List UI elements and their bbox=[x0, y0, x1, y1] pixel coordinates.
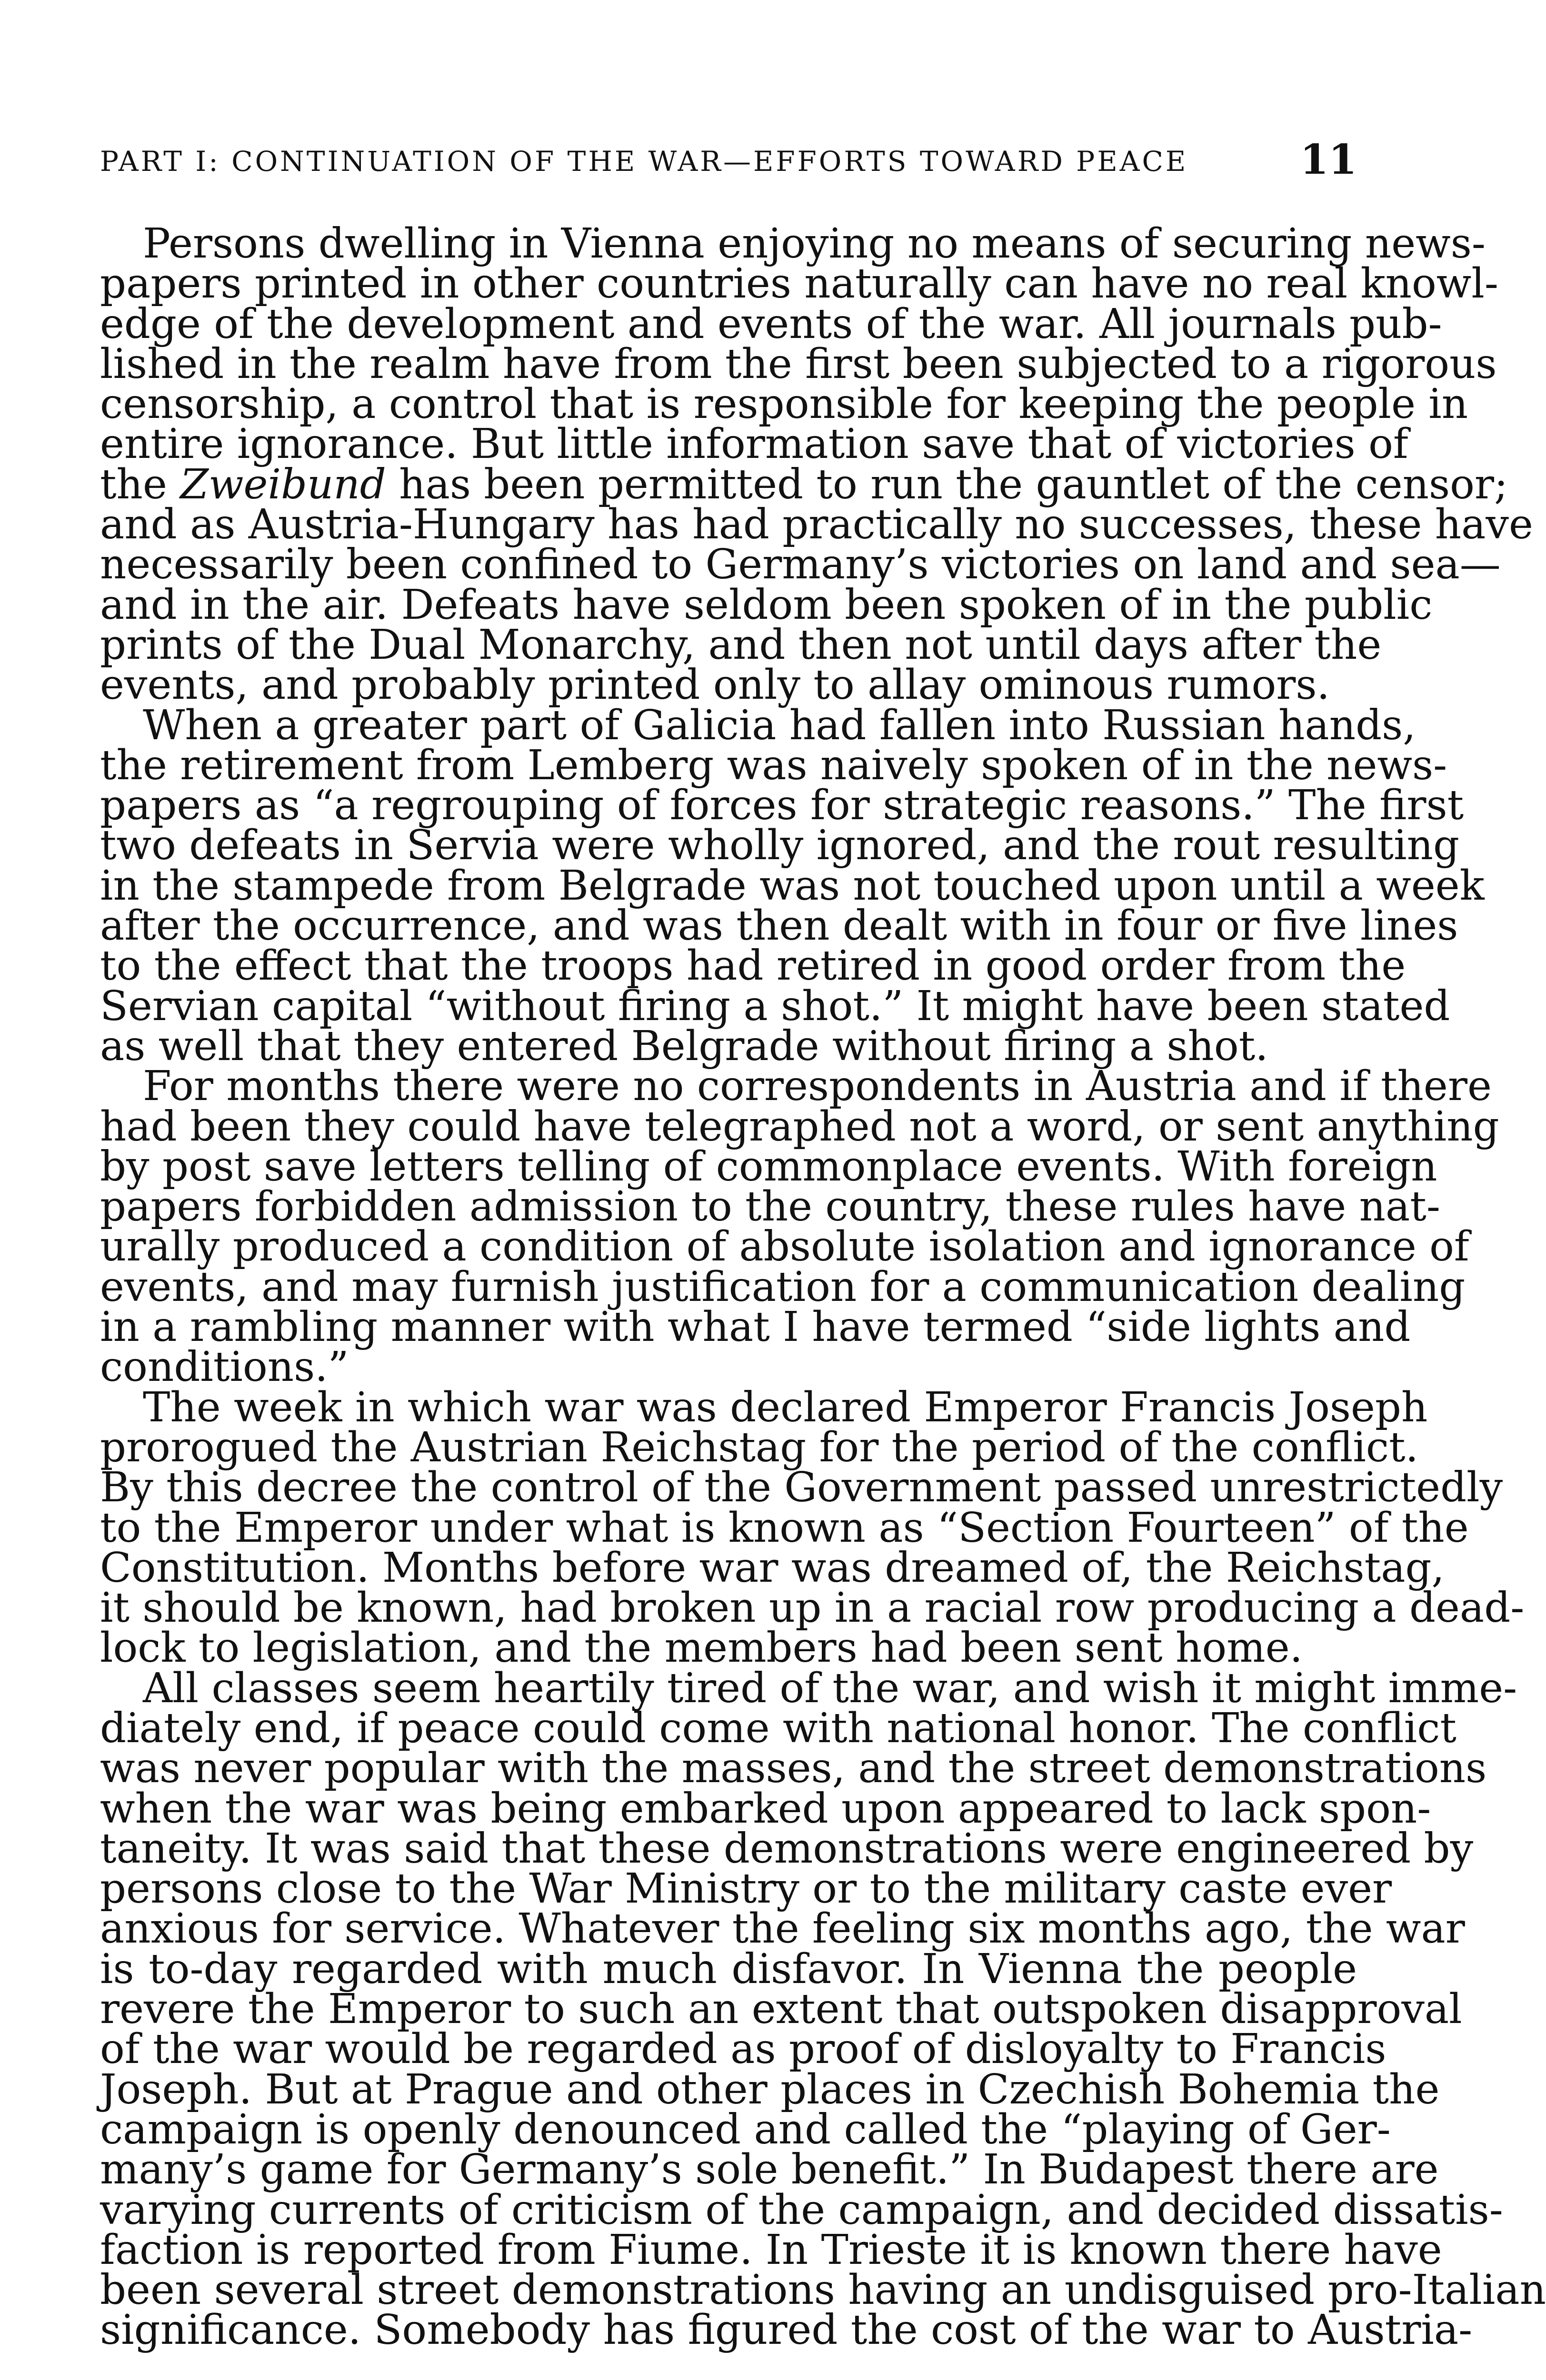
text-line: papers as “a regrouping of forces for strategic reasons.” The first bbox=[100, 782, 1464, 830]
text-line: entire ignorance. But little information save that of victories of bbox=[100, 420, 1408, 468]
page-number: 11 bbox=[1300, 136, 1357, 184]
text-line: necessarily been confined to Germany’s victories on land and sea— bbox=[100, 541, 1501, 589]
text-line: as well that they entered Belgrade without firing a shot. bbox=[100, 1022, 1268, 1070]
text-line: when the war was being embarked upon appeared to lack spon- bbox=[100, 1785, 1431, 1833]
text-line: two defeats in Servia were wholly ignored, and the rout resulting bbox=[100, 822, 1460, 870]
text-line: of the war would be regarded as proof of disloyalty to Francis bbox=[100, 2025, 1386, 2073]
text-line: in the stampede from Belgrade was not touched upon until a week bbox=[100, 862, 1485, 910]
text-line: papers forbidden admission to the country, these rules have nat- bbox=[100, 1183, 1440, 1231]
text-line: censorship, a control that is responsible for keeping the people in bbox=[100, 380, 1468, 428]
text-line: By this decree the control of the Government passed unrestrictedly bbox=[100, 1464, 1503, 1512]
text-line: events, and may furnish justification for a communication dealing bbox=[100, 1263, 1466, 1311]
text-segment: the bbox=[100, 460, 180, 508]
text-line: Constitution. Months before war was dreamed of, the Reichstag, bbox=[100, 1544, 1445, 1592]
text-line: significance. Somebody has figured the cost of the war to Austria- bbox=[100, 2306, 1473, 2354]
text-line: diately end, if peace could come with national honor. The conflict bbox=[100, 1704, 1456, 1752]
text-line: and as Austria-Hungary has had practically no successes, these have bbox=[100, 501, 1533, 549]
text-line: When a greater part of Galicia had fallen into Russian hands, bbox=[143, 701, 1416, 749]
text-line: to the Emperor under what is known as “Section Fourteen” of the bbox=[100, 1504, 1469, 1552]
text-line: Persons dwelling in Vienna enjoying no means of securing news- bbox=[143, 220, 1486, 268]
text-line: For months there were no correspondents in Austria and if there bbox=[143, 1062, 1492, 1111]
text-line: campaign is openly denounced and called the “playing of Ger- bbox=[100, 2105, 1391, 2153]
text-line: after the occurrence, and was then dealt with in four or five lines bbox=[100, 902, 1458, 950]
text-line: by post save letters telling of commonplace events. With foreign bbox=[100, 1142, 1437, 1190]
text-line: Joseph. But at Prague and other places in Czechish Bohemia the bbox=[100, 2065, 1440, 2113]
running-title: PART I: CONTINUATION OF THE WAR—EFFORTS TOWARD PEACE bbox=[100, 145, 1188, 178]
text-line: edge of the development and events of the war. All journals pub- bbox=[100, 300, 1442, 348]
text-line: revere the Emperor to such an extent that outspoken disapproval bbox=[100, 1985, 1462, 2033]
text-line: to the effect that the troops had retired in good order from the bbox=[100, 942, 1406, 990]
text-line: conditions.” bbox=[100, 1343, 349, 1391]
text-line: been several street demonstrations having an undisguised pro-Italian bbox=[100, 2266, 1546, 2314]
text-line: faction is reported from Fiume. In Trieste it is known there have bbox=[100, 2226, 1442, 2274]
text-line: prints of the Dual Monarchy, and then not until days after the bbox=[100, 621, 1382, 669]
text-line: was never popular with the masses, and the street demonstrations bbox=[100, 1745, 1487, 1793]
text-line: All classes seem heartily tired of the war, and wish it might imme- bbox=[143, 1664, 1517, 1712]
text-line: lished in the realm have from the first been subjected to a rigorous bbox=[100, 340, 1497, 388]
text-line: taneity. It was said that these demonstrations were engineered by bbox=[100, 1825, 1474, 1873]
text-line: is to-day regarded with much disfavor. In Vienna the people bbox=[100, 1945, 1357, 1993]
text-line: urally produced a condition of absolute isolation and ignorance of bbox=[100, 1223, 1469, 1271]
text-line: many’s game for Germany’s sole benefit.” In Budapest there are bbox=[100, 2146, 1439, 2194]
text-line: Servian capital “without firing a shot.” It might have been stated bbox=[100, 982, 1450, 1030]
text-line: prorogued the Austrian Reichstag for the period of the conflict. bbox=[100, 1423, 1418, 1471]
text-line: anxious for service. Whatever the feeling six months ago, the war bbox=[100, 1905, 1465, 1953]
text-line: and in the air. Defeats have seldom been spoken of in the public bbox=[100, 581, 1433, 629]
text-line bbox=[100, 460, 1508, 508]
running-head bbox=[100, 136, 1357, 188]
text-line: papers printed in other countries naturally can have no real knowl- bbox=[100, 260, 1498, 308]
text-line: in a rambling manner with what I have termed “side lights and bbox=[100, 1303, 1411, 1351]
text-line: persons close to the War Ministry or to the military caste ever bbox=[100, 1865, 1392, 1913]
body-text bbox=[100, 220, 1546, 2354]
text-line: varying currents of criticism of the campaign, and decided dissatis- bbox=[100, 2186, 1503, 2234]
text-line: events, and probably printed only to allay ominous rumors. bbox=[100, 661, 1330, 709]
text-line: had been they could have telegraphed not a word, or sent anything bbox=[100, 1102, 1499, 1150]
text-line: lock to legislation, and the members had been sent home. bbox=[100, 1624, 1303, 1672]
text-segment: has been permitted to run the gauntlet of the censor; bbox=[386, 460, 1508, 508]
text-line: the retirement from Lemberg was naively spoken of in the news- bbox=[100, 741, 1447, 789]
italic-term: Zweibund bbox=[180, 460, 386, 508]
text-line: The week in which war was declared Emperor Francis Joseph bbox=[143, 1383, 1428, 1431]
text-line: it should be known, had broken up in a racial row producing a dead- bbox=[100, 1584, 1525, 1632]
